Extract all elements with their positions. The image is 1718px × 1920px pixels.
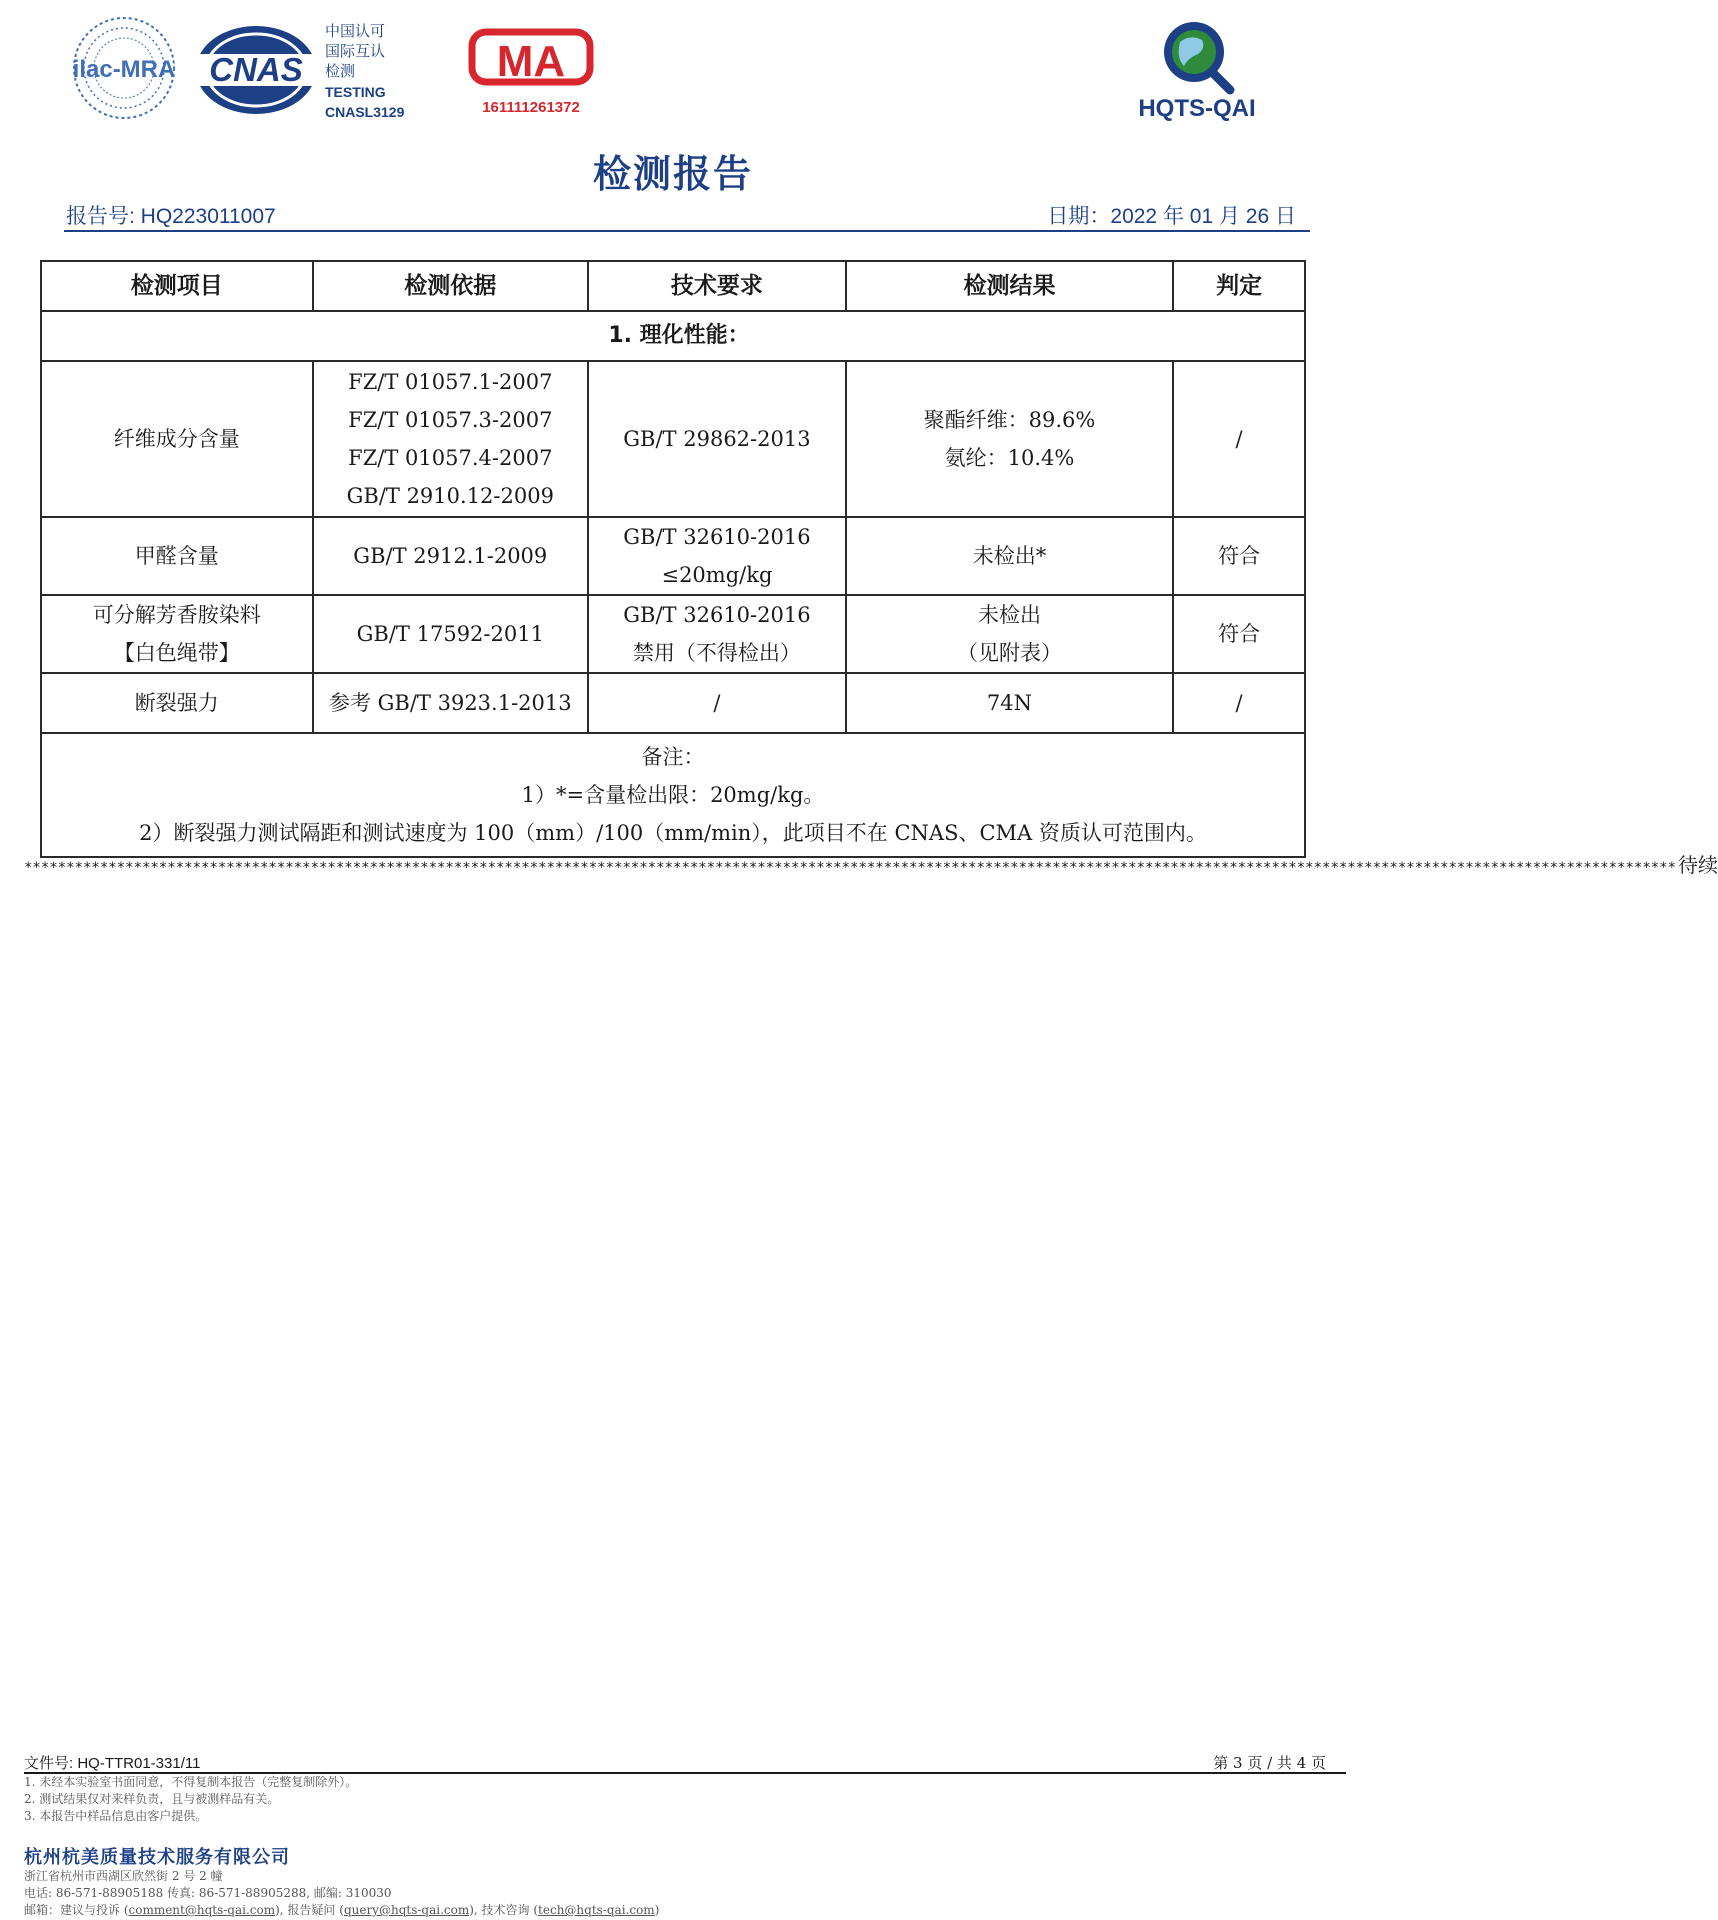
- note-line: 1）*=含量检出限：20mg/kg。: [521, 783, 825, 807]
- test-results-table: [40, 260, 1306, 858]
- company-name: 杭州杭美质量技术服务有限公司: [24, 1847, 290, 1868]
- cnas-line: 国际互认: [325, 43, 386, 60]
- column-header-item: 检测项目: [41, 261, 313, 311]
- continued-label: 待续: [1678, 853, 1718, 877]
- cma-number: 161111261372: [482, 99, 580, 116]
- report-number: 报告号: HQ223011007: [66, 205, 276, 228]
- column-header-requirement: 技术要求: [588, 261, 846, 311]
- cell-result: [846, 673, 1173, 733]
- cell-basis: [313, 595, 589, 673]
- cell-verdict: /: [1173, 361, 1305, 517]
- cnas-logo: [193, 22, 319, 118]
- cell-requirement: [588, 673, 846, 733]
- cell-verdict: 符合: [1173, 517, 1305, 595]
- cell-verdict: /: [1173, 673, 1305, 733]
- result-line: 聚酯纤维：89.6%: [923, 408, 1096, 432]
- email-separator: ), 报告疑问 (: [275, 1903, 344, 1917]
- result-line: （见附表）: [956, 641, 1062, 665]
- email-suffix: ): [654, 1903, 660, 1917]
- requirement-line: GB/T 32610-2016: [623, 603, 811, 627]
- ilac-text: ilac-MRA: [72, 56, 176, 83]
- disclaimers: [24, 1774, 357, 1825]
- company-emails: [24, 1902, 659, 1919]
- cell-item: 断裂强力: [41, 673, 313, 733]
- result-line: 氨纶：10.4%: [944, 446, 1075, 470]
- cma-logo: [468, 24, 594, 120]
- cell-basis: [313, 361, 589, 517]
- cnas-line: TESTING: [325, 84, 386, 100]
- basis-line: FZ/T 01057.4-2007: [348, 446, 553, 470]
- basis-line: FZ/T 01057.1-2007: [348, 370, 553, 394]
- cell-requirement: [588, 517, 846, 595]
- email-separator: ), 技术咨询 (: [469, 1903, 539, 1917]
- complaint-email-link[interactable]: comment@hqts-qai.com: [128, 1903, 276, 1917]
- cell-result: [846, 517, 1173, 595]
- item-line: 可分解芳香胺染料: [92, 603, 261, 627]
- disclaimer-line: 3. 本报告中样品信息由客户提供。: [24, 1809, 208, 1823]
- section-row: [41, 311, 1305, 361]
- table-row: [41, 361, 1305, 517]
- basis-line: GB/T 2910.12-2009: [346, 484, 554, 508]
- cell-item: 纤维成分含量: [41, 361, 313, 517]
- result-line: 未检出: [977, 603, 1041, 627]
- cnas-line: 中国认可: [325, 23, 386, 40]
- requirement-line: GB/T 32610-2016: [623, 525, 811, 549]
- cell-requirement: [588, 595, 846, 673]
- tech-email-link[interactable]: tech@hqts-qai.com: [538, 1903, 655, 1917]
- table-row: [41, 517, 1305, 595]
- report-date: 日期：2022 年 01 月 26 日: [1047, 205, 1296, 228]
- table-header-row: [41, 261, 1305, 311]
- cell-requirement: [588, 361, 846, 517]
- notes-heading: 备注：: [641, 745, 705, 769]
- cnas-line: 检测: [325, 63, 356, 80]
- notes-cell: [41, 733, 1305, 857]
- note-line: 2）断裂强力测试隔距和测试速度为 100（mm）/100（mm/min），此项目不在 CNAS、CMA 资质认可范围内。: [139, 821, 1207, 845]
- basis-line: 参考 GB/T 3923.1-2013: [328, 691, 572, 715]
- requirement-line: GB/T 29862-2013: [623, 427, 811, 451]
- report-title: 检测报告: [592, 152, 753, 196]
- cell-item: 甲醛含量: [41, 517, 313, 595]
- company-address: 浙江省杭州市西湖区欣然街 2 号 2 幢: [24, 1869, 223, 1883]
- section-title: 1. 理化性能：: [41, 311, 1305, 361]
- table-row: [41, 595, 1305, 673]
- cell-verdict: 符合: [1173, 595, 1305, 673]
- asterisk-divider: ****************************************************************************************************************************************************************************************************: [24, 860, 1677, 876]
- cnas-line: CNASL3129: [325, 104, 405, 120]
- item-line: 【白色绳带】: [113, 641, 240, 665]
- basis-line: FZ/T 01057.3-2007: [348, 408, 553, 432]
- cell-result: [846, 361, 1173, 517]
- requirement-line: 禁用（不得检出）: [632, 641, 801, 665]
- email-prefix: 邮箱：建议与投诉 (: [24, 1903, 129, 1917]
- cell-result: [846, 595, 1173, 673]
- result-line: 74N: [986, 691, 1033, 715]
- cnas-accreditation-text: [325, 22, 435, 122]
- column-header-basis: 检测依据: [313, 261, 589, 311]
- cma-text: MA: [496, 37, 566, 86]
- column-header-verdict: 判定: [1173, 261, 1305, 311]
- cell-basis: [313, 673, 589, 733]
- notes-row: [41, 733, 1305, 857]
- column-header-result: 检测结果: [846, 261, 1173, 311]
- continued-separator: [24, 849, 1718, 878]
- company-contact: [24, 1868, 659, 1919]
- disclaimer-line: 1. 未经本实验室书面同意，不得复制本报告（完整复制除外）。: [24, 1775, 358, 1789]
- document-number: 文件号: HQ-TTR01-331/11: [24, 1755, 201, 1772]
- result-line: 未检出*: [972, 544, 1047, 568]
- ilac-mra-logo: [70, 14, 178, 122]
- table-row: [41, 673, 1305, 733]
- company-phone: 电话: 86-571-88905188 传真: 86-571-88905288, 邮编: 310030: [24, 1886, 392, 1900]
- brand-name: HQTS-QAI: [1138, 95, 1256, 122]
- page-indicator: 第 3 页 / 共 4 页: [1213, 1754, 1326, 1772]
- query-email-link[interactable]: query@hqts-qai.com: [343, 1903, 470, 1917]
- cell-basis: [313, 517, 589, 595]
- disclaimer-line: 2. 测试结果仅对来样负责，且与被测样品有关。: [24, 1792, 280, 1806]
- cell-item: [41, 595, 313, 673]
- requirement-line: ≤20mg/kg: [661, 563, 773, 587]
- header-divider: [64, 230, 1310, 232]
- basis-line: GB/T 2912.1-2009: [353, 544, 548, 568]
- cnas-text: CNAS: [209, 51, 303, 88]
- basis-line: GB/T 17592-2011: [356, 622, 544, 646]
- requirement-line: /: [713, 691, 721, 715]
- hqts-qai-logo: [1122, 12, 1272, 124]
